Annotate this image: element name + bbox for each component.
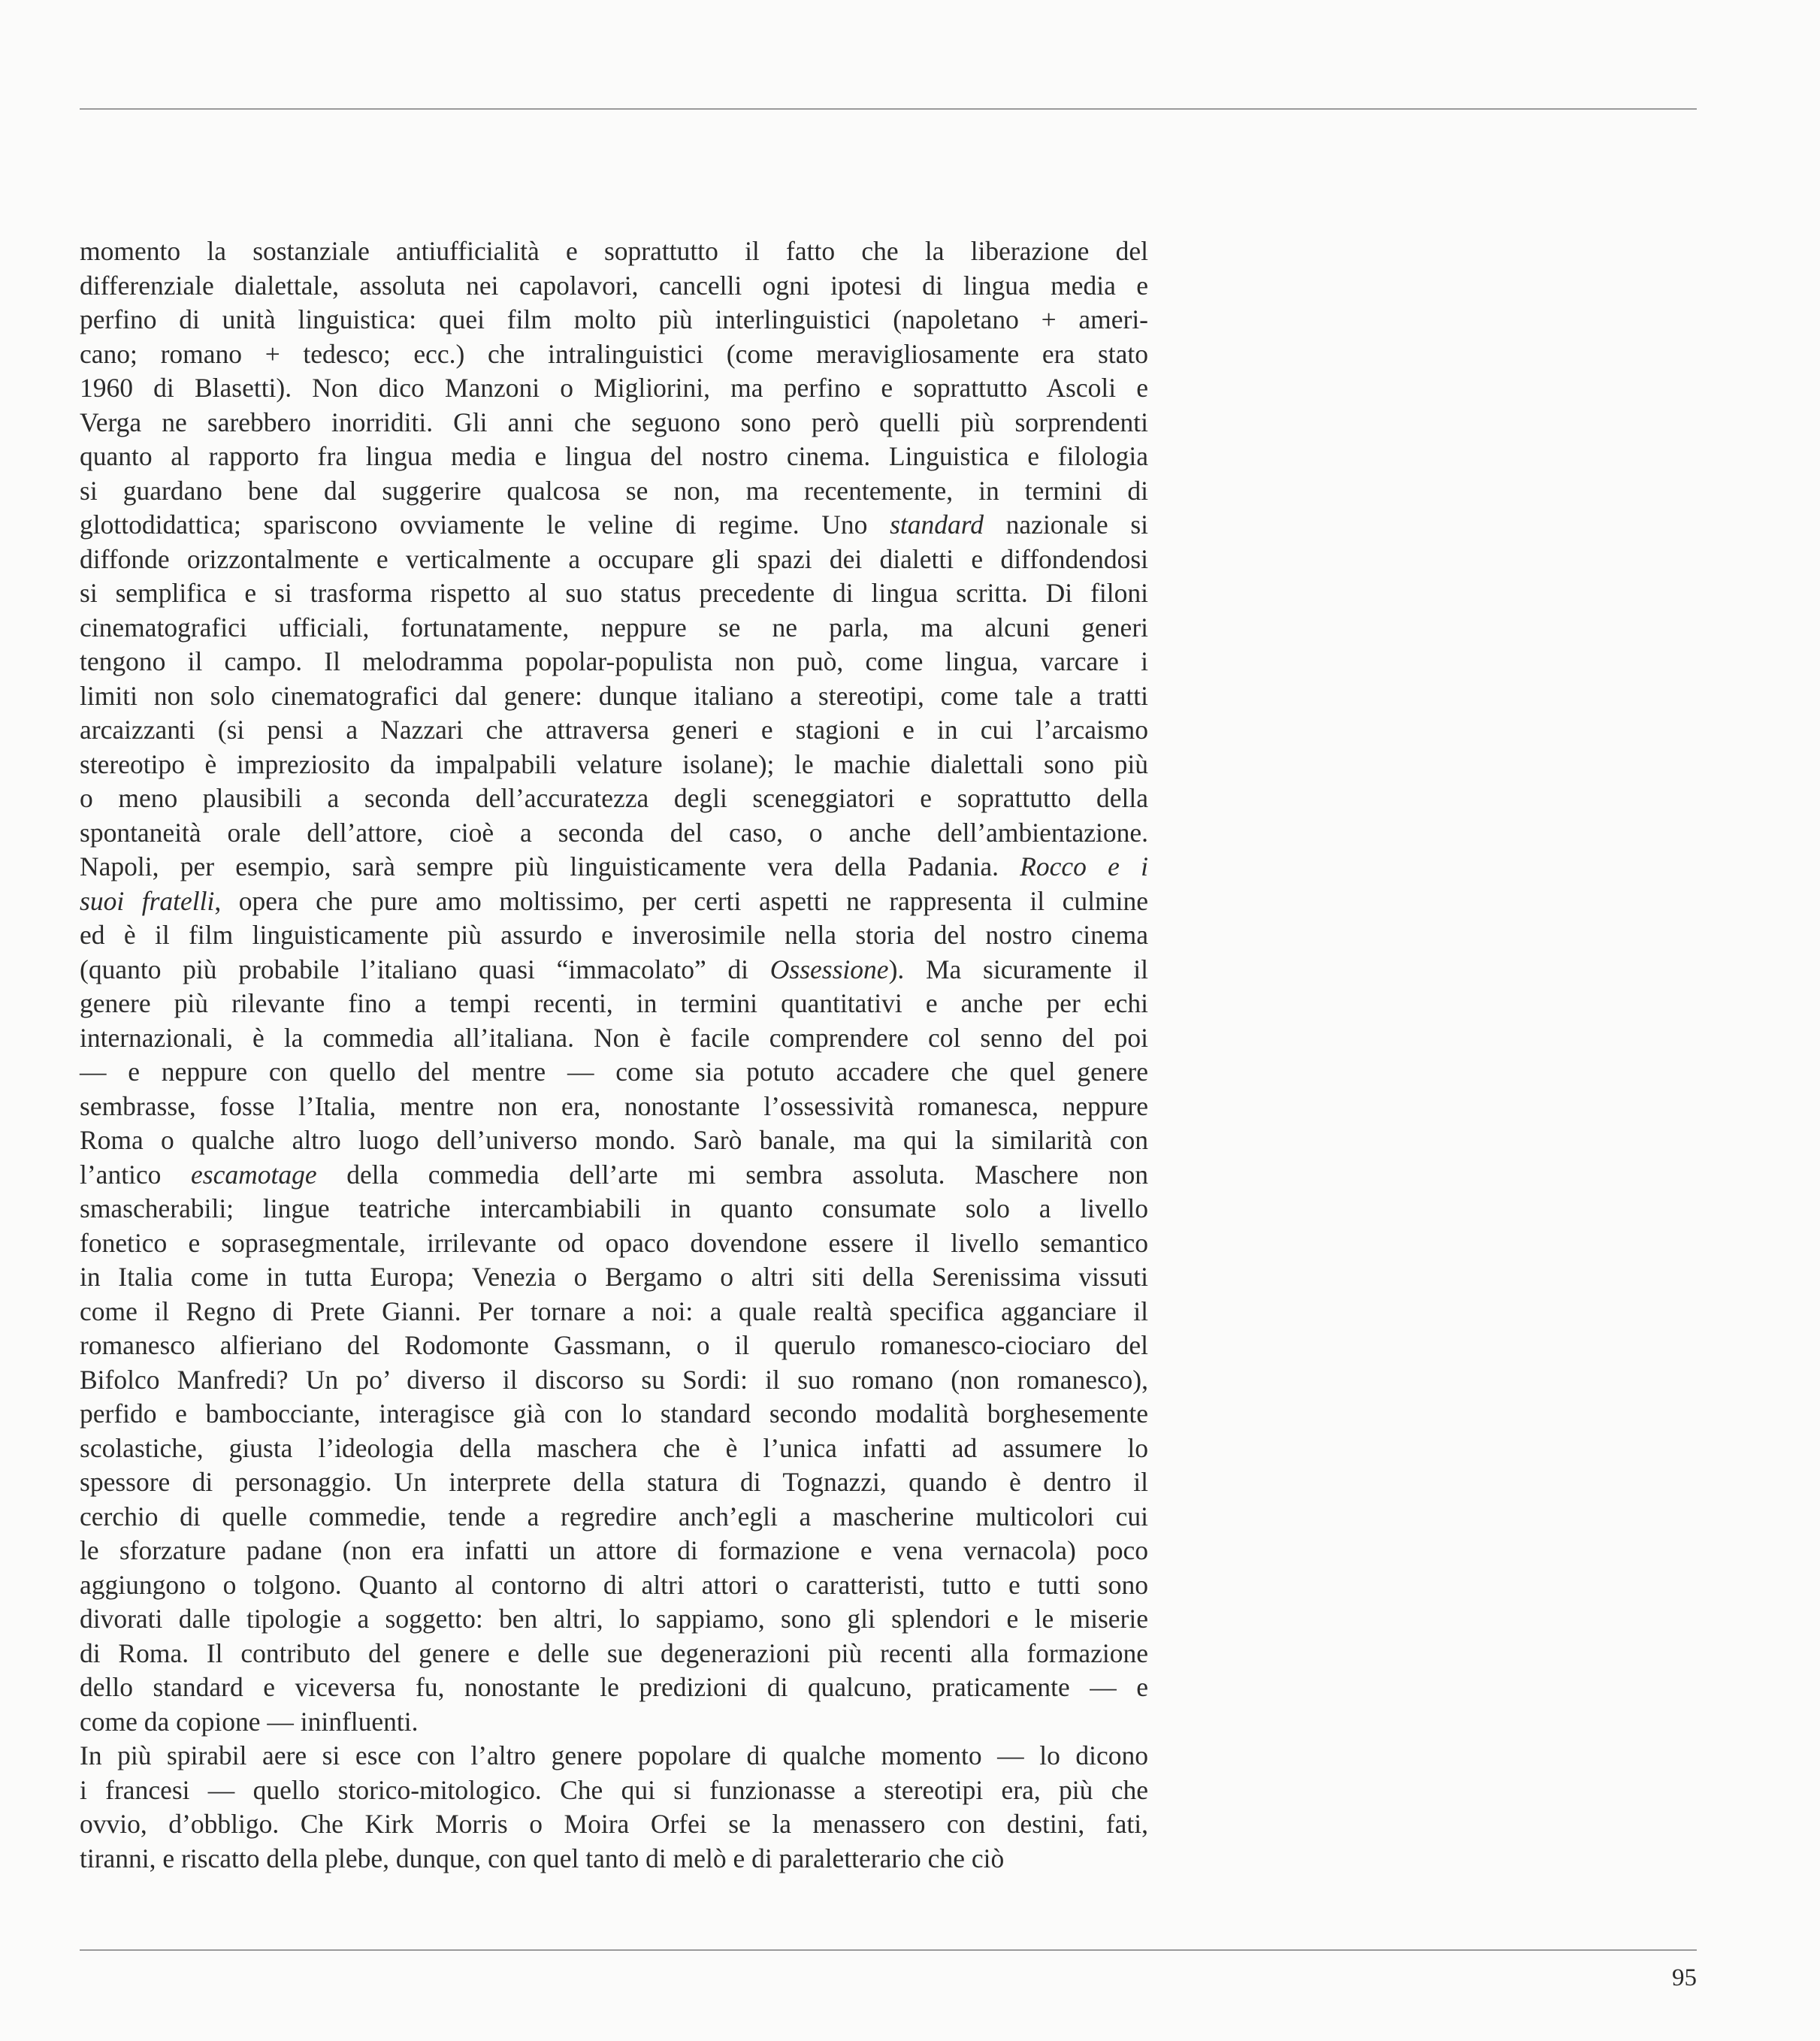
text-segment: aggiungono o tolgono. Quanto al contorno di altri attori o caratteristi, tutto e tutti sono bbox=[80, 1569, 1148, 1600]
text-segment: 1960 di Blasetti). Non dico Manzoni o Migliorini, ma perfino e soprattutto Ascoli e bbox=[80, 373, 1148, 403]
page-number: 95 bbox=[1672, 1964, 1697, 1991]
text-segment: tengono il campo. Il melodramma popolar-populista non può, come lingua, varcare i bbox=[80, 646, 1148, 676]
text-line bbox=[80, 1534, 1148, 1568]
text-line bbox=[80, 1055, 1148, 1090]
text-segment: cano; romano + tedesco; ecc.) che intralinguistici (come meravigliosamente era stato bbox=[80, 338, 1148, 369]
text-line bbox=[80, 987, 1148, 1021]
text-line bbox=[80, 1260, 1148, 1295]
text-line bbox=[80, 234, 1148, 269]
text-line bbox=[80, 1158, 1148, 1193]
text-segment: come il Regno di Prete Gianni. Per tornare a noi: a quale realtà specifica agganciare il bbox=[80, 1296, 1148, 1326]
text-segment: cinematografici ufficiali, fortunatamente, neppure se ne parla, ma alcuni generi bbox=[80, 612, 1148, 643]
text-line bbox=[80, 1739, 1148, 1773]
text-segment: i francesi — quello storico-mitologico. Che qui si funzionasse a stereotipi era, più che bbox=[80, 1774, 1148, 1805]
text-line bbox=[80, 782, 1148, 816]
text-line bbox=[80, 269, 1148, 304]
text-segment: Verga ne sarebbero inorriditi. Gli anni che seguono sono però quelli più sorprendenti bbox=[80, 407, 1148, 437]
text-line bbox=[80, 1329, 1148, 1363]
text-segment: l’antico bbox=[80, 1159, 192, 1190]
text-segment: fonetico e soprasegmentale, irrilevante od opaco dovendone essere il livello semantico bbox=[80, 1227, 1148, 1258]
text-line bbox=[80, 1773, 1148, 1808]
text-segment: arcaizzanti (si pensi a Nazzari che attraversa generi e stagioni e in cui l’arcaismo bbox=[80, 715, 1148, 745]
text-segment: internazionali, è la commedia all’italiana. Non è facile comprendere col senno del poi bbox=[80, 1022, 1148, 1053]
text-line bbox=[80, 337, 1148, 372]
text-line bbox=[80, 918, 1148, 953]
text-segment: si semplifica e si trasforma rispetto al suo status precedente di lingua scritta. Di filoni bbox=[80, 578, 1148, 608]
text-segment: spontaneità orale dell’attore, cioè a seconda del caso, o anche dell’ambientazione. bbox=[80, 817, 1148, 848]
text-segment: o meno plausibili a seconda dell’accuratezza degli sceneggiatori e soprattutto della bbox=[80, 783, 1148, 813]
text-segment: ovvio, d’obbligo. Che Kirk Morris o Moira Orfei se la menassero con destini, fati, bbox=[80, 1809, 1148, 1839]
text-segment: genere più rilevante fino a tempi recenti, in termini quantitativi e anche per echi bbox=[80, 988, 1148, 1018]
text-line bbox=[80, 1807, 1148, 1842]
text-segment: si guardano bene dal suggerire qualcosa se non, ma recentemente, in termini di bbox=[80, 475, 1148, 506]
text-line bbox=[80, 1226, 1148, 1261]
text-line bbox=[80, 440, 1148, 474]
text-line bbox=[80, 1432, 1148, 1466]
text-line bbox=[80, 508, 1148, 543]
text-segment: sembrasse, fosse l’Italia, mentre non era, nonostante l’ossessività romanesca, neppure bbox=[80, 1090, 1148, 1121]
text-line bbox=[80, 1568, 1148, 1603]
text-line bbox=[80, 543, 1148, 577]
text-segment: romanesco alfieriano del Rodomonte Gassmann, o il querulo romanesco-ciociaro del bbox=[80, 1330, 1148, 1360]
text-segment: scolastiche, giusta l’ideologia della maschera che è l’unica infatti ad assumere lo bbox=[80, 1432, 1148, 1463]
text-line bbox=[80, 1192, 1148, 1226]
footer-rule bbox=[80, 1949, 1697, 1951]
text-segment: tiranni, e riscatto della plebe, dunque, con quel tanto di melò e di paraletterario che ciò bbox=[80, 1843, 1005, 1873]
text-line bbox=[80, 1705, 1148, 1740]
text-segment: — e neppure con quello del mentre — come sia potuto accadere che quel genere bbox=[80, 1057, 1148, 1087]
text-line bbox=[80, 884, 1148, 919]
text-segment: divorati dalle tipologie a soggetto: ben altri, lo sappiamo, sono gli splendori e le miserie bbox=[80, 1604, 1148, 1634]
text-segment: della commedia dell’arte mi sembra assoluta. Maschere non bbox=[316, 1159, 1148, 1190]
text-line bbox=[80, 474, 1148, 509]
text-line bbox=[80, 816, 1148, 851]
text-line bbox=[80, 645, 1148, 679]
text-line bbox=[80, 679, 1148, 714]
text-line bbox=[80, 953, 1148, 987]
text-segment: differenziale dialettale, assoluta nei capolavori, cancelli ogni ipotesi di lingua media e bbox=[80, 270, 1148, 301]
italic-text: Ossessione bbox=[769, 954, 889, 984]
text-segment: come da copione — ininfluenti. bbox=[80, 1706, 419, 1737]
text-segment: perfido e bambocciante, interagisce già con lo standard secondo modalità borghesemente bbox=[80, 1398, 1148, 1429]
header-rule bbox=[80, 108, 1697, 110]
text-segment: in Italia come in tutta Europa; Venezia o Bergamo o altri siti della Serenissima vissuti bbox=[80, 1262, 1148, 1292]
text-line bbox=[80, 371, 1148, 406]
text-segment: cerchio di quelle commedie, tende a regredire anch’egli a mascherine multicolori cui bbox=[80, 1501, 1148, 1532]
text-segment: Napoli, per esempio, sarà sempre più linguisticamente vera della Padania. bbox=[80, 851, 1020, 881]
text-segment: perfino di unità linguistica: quei film molto più interlinguistici (napoletano + ameri- bbox=[80, 304, 1148, 334]
text-line bbox=[80, 1090, 1148, 1124]
text-segment: di Roma. Il contributo del genere e delle sue degenerazioni più recenti alla formazione bbox=[80, 1637, 1148, 1668]
text-segment: limiti non solo cinematografici dal genere: dunque italiano a stereotipi, come tale a tratti bbox=[80, 680, 1148, 711]
text-segment: glottodidattica; spariscono ovviamente le veline di regime. Uno bbox=[80, 509, 890, 540]
text-line bbox=[80, 303, 1148, 337]
text-segment: stereotipo è impreziosito da impalpabili velature isolane); le machie dialettali sono più bbox=[80, 748, 1148, 779]
text-segment: ed è il film linguisticamente più assurdo e inverosimile nella storia del nostro cinema bbox=[80, 920, 1148, 950]
text-line bbox=[80, 713, 1148, 748]
text-line bbox=[80, 1295, 1148, 1329]
text-segment: diffonde orizzontalmente e verticalmente a occupare gli spazi dei dialetti e diffondendosi bbox=[80, 543, 1148, 574]
text-segment: quanto al rapporto fra lingua media e lingua del nostro cinema. Linguistica e filologia bbox=[80, 441, 1148, 471]
text-line bbox=[80, 1842, 1148, 1876]
text-line bbox=[80, 576, 1148, 611]
text-line bbox=[80, 1465, 1148, 1500]
text-segment: ). Ma sicuramente il bbox=[888, 954, 1148, 984]
italic-text: suoi fratelli bbox=[80, 885, 215, 916]
text-line bbox=[80, 1397, 1148, 1432]
text-segment: spessore di personaggio. Un interprete della statura di Tognazzi, quando è dentro il bbox=[80, 1467, 1148, 1497]
italic-text: standard bbox=[890, 509, 984, 540]
text-line bbox=[80, 850, 1148, 884]
text-segment: In più spirabil aere si esce con l’altro genere popolare di qualche momento — lo dicono bbox=[80, 1740, 1148, 1770]
italic-text: Rocco e i bbox=[1020, 851, 1148, 881]
text-segment: Bifolco Manfredi? Un po’ diverso il discorso su Sordi: il suo romano (non romanesco), bbox=[80, 1364, 1148, 1395]
text-line bbox=[80, 611, 1148, 646]
text-line bbox=[80, 406, 1148, 440]
text-line bbox=[80, 1637, 1148, 1671]
text-line bbox=[80, 1602, 1148, 1637]
text-segment: smascherabili; lingue teatriche intercambiabili in quanto consumate solo a livello bbox=[80, 1193, 1148, 1223]
text-segment: (quanto più probabile l’italiano quasi “immacolato” di bbox=[80, 954, 770, 984]
text-segment: momento la sostanziale antiufficialità e soprattutto il fatto che la liberazione del bbox=[80, 236, 1148, 266]
text-segment: Roma o qualche altro luogo dell’universo mondo. Sarò banale, ma qui la similarità con bbox=[80, 1125, 1148, 1155]
italic-text: escamotage bbox=[191, 1159, 317, 1190]
text-line bbox=[80, 748, 1148, 782]
text-line bbox=[80, 1363, 1148, 1398]
text-line bbox=[80, 1671, 1148, 1705]
text-line bbox=[80, 1123, 1148, 1158]
body-text bbox=[80, 234, 1148, 1876]
text-segment: , opera che pure amo moltissimo, per certi aspetti ne rappresenta il culmine bbox=[214, 885, 1148, 916]
text-segment: dello standard e viceversa fu, nonostante le predizioni di qualcuno, praticamente — e bbox=[80, 1672, 1148, 1702]
text-line bbox=[80, 1500, 1148, 1535]
text-segment: le sforzature padane (non era infatti un attore di formazione e vena vernacola) poco bbox=[80, 1535, 1148, 1565]
text-segment: nazionale si bbox=[984, 509, 1149, 540]
text-line bbox=[80, 1021, 1148, 1056]
